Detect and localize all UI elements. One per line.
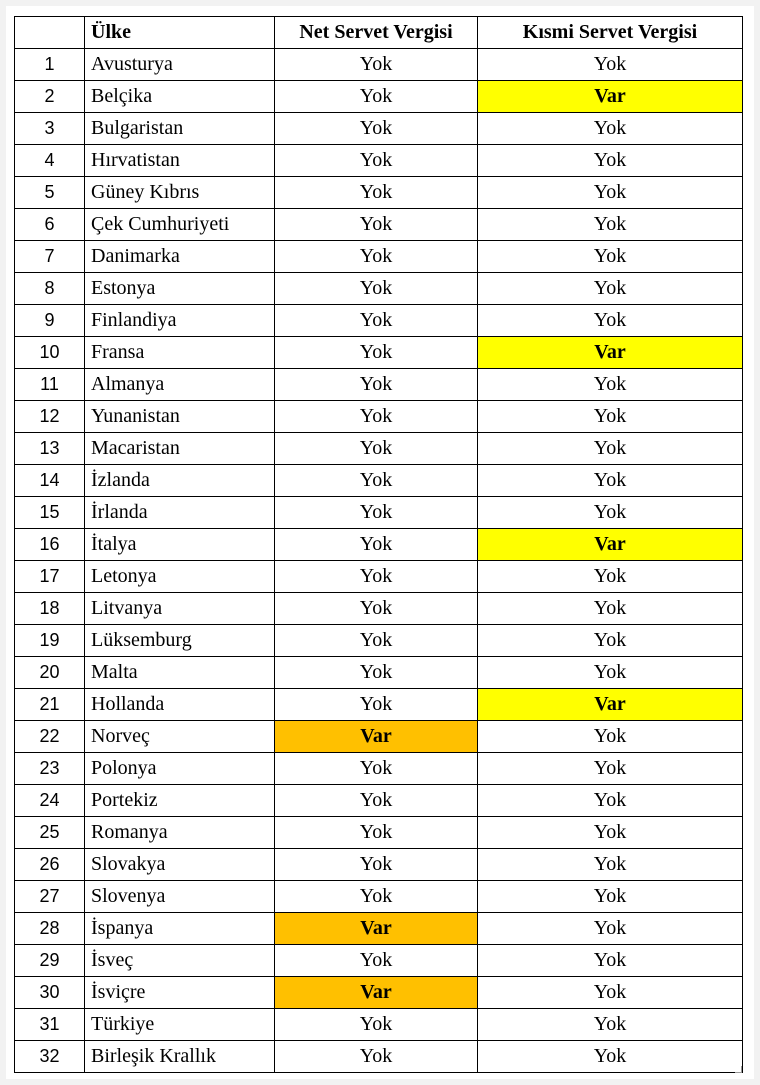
row-net-wealth-tax: Yok — [275, 177, 478, 209]
table-row — [15, 721, 743, 753]
document-page — [6, 6, 754, 1079]
row-partial-wealth-tax: Yok — [478, 305, 743, 337]
row-country: Letonya — [85, 561, 275, 593]
row-net-wealth-tax: Yok — [275, 145, 478, 177]
table-row — [15, 433, 743, 465]
row-index: 1 — [15, 49, 85, 81]
table-row — [15, 81, 743, 113]
table-row — [15, 273, 743, 305]
row-partial-wealth-tax: Yok — [478, 881, 743, 913]
row-net-wealth-tax: Yok — [275, 689, 478, 721]
row-partial-wealth-tax: Yok — [478, 209, 743, 241]
row-net-wealth-tax: Yok — [275, 561, 478, 593]
table-row — [15, 1041, 743, 1073]
row-partial-wealth-tax: Yok — [478, 849, 743, 881]
row-net-wealth-tax: Var — [275, 913, 478, 945]
row-partial-wealth-tax: Var — [478, 529, 743, 561]
header-country: Ülke — [85, 17, 275, 49]
row-partial-wealth-tax: Yok — [478, 945, 743, 977]
row-net-wealth-tax: Yok — [275, 849, 478, 881]
row-country: Güney Kıbrıs — [85, 177, 275, 209]
row-net-wealth-tax: Yok — [275, 1041, 478, 1073]
row-partial-wealth-tax: Yok — [478, 625, 743, 657]
row-country: Fransa — [85, 337, 275, 369]
table-row — [15, 49, 743, 81]
row-net-wealth-tax: Yok — [275, 753, 478, 785]
row-net-wealth-tax: Yok — [275, 785, 478, 817]
table-row — [15, 401, 743, 433]
row-net-wealth-tax: Yok — [275, 81, 478, 113]
row-country: Slovenya — [85, 881, 275, 913]
row-partial-wealth-tax: Var — [478, 81, 743, 113]
header-index — [15, 17, 85, 49]
row-net-wealth-tax: Yok — [275, 881, 478, 913]
row-index: 26 — [15, 849, 85, 881]
row-net-wealth-tax: Yok — [275, 625, 478, 657]
row-partial-wealth-tax: Yok — [478, 49, 743, 81]
row-country: İrlanda — [85, 497, 275, 529]
table-row — [15, 497, 743, 529]
row-partial-wealth-tax: Yok — [478, 657, 743, 689]
row-country: Avusturya — [85, 49, 275, 81]
row-index: 12 — [15, 401, 85, 433]
row-index: 3 — [15, 113, 85, 145]
row-partial-wealth-tax: Yok — [478, 817, 743, 849]
row-country: Lüksemburg — [85, 625, 275, 657]
row-index: 17 — [15, 561, 85, 593]
table-row — [15, 113, 743, 145]
table-row — [15, 945, 743, 977]
row-index: 14 — [15, 465, 85, 497]
table-row — [15, 337, 743, 369]
row-country: İtalya — [85, 529, 275, 561]
row-country: Yunanistan — [85, 401, 275, 433]
row-country: İsviçre — [85, 977, 275, 1009]
row-partial-wealth-tax: Yok — [478, 753, 743, 785]
row-net-wealth-tax: Yok — [275, 433, 478, 465]
row-index: 10 — [15, 337, 85, 369]
row-country: Polonya — [85, 753, 275, 785]
row-net-wealth-tax: Yok — [275, 273, 478, 305]
row-net-wealth-tax: Yok — [275, 593, 478, 625]
row-index: 7 — [15, 241, 85, 273]
row-partial-wealth-tax: Yok — [478, 1041, 743, 1073]
row-partial-wealth-tax: Var — [478, 689, 743, 721]
row-partial-wealth-tax: Yok — [478, 401, 743, 433]
row-country: Almanya — [85, 369, 275, 401]
row-net-wealth-tax: Yok — [275, 113, 478, 145]
row-partial-wealth-tax: Yok — [478, 113, 743, 145]
row-partial-wealth-tax: Yok — [478, 593, 743, 625]
row-index: 21 — [15, 689, 85, 721]
row-index: 16 — [15, 529, 85, 561]
table-row — [15, 529, 743, 561]
row-partial-wealth-tax: Yok — [478, 1009, 743, 1041]
table-row — [15, 1009, 743, 1041]
table-row — [15, 561, 743, 593]
table-row — [15, 145, 743, 177]
row-net-wealth-tax: Yok — [275, 497, 478, 529]
table-row — [15, 977, 743, 1009]
table-row — [15, 753, 743, 785]
table-row — [15, 593, 743, 625]
table-row — [15, 625, 743, 657]
row-country: Estonya — [85, 273, 275, 305]
row-index: 32 — [15, 1041, 85, 1073]
row-country: Macaristan — [85, 433, 275, 465]
row-index: 6 — [15, 209, 85, 241]
row-net-wealth-tax: Yok — [275, 657, 478, 689]
row-partial-wealth-tax: Yok — [478, 913, 743, 945]
table-row — [15, 369, 743, 401]
row-index: 29 — [15, 945, 85, 977]
row-country: İspanya — [85, 913, 275, 945]
row-index: 24 — [15, 785, 85, 817]
row-partial-wealth-tax: Yok — [478, 273, 743, 305]
row-index: 11 — [15, 369, 85, 401]
header-net-wealth-tax: Net Servet Vergisi — [275, 17, 478, 49]
row-index: 22 — [15, 721, 85, 753]
row-partial-wealth-tax: Yok — [478, 145, 743, 177]
row-index: 23 — [15, 753, 85, 785]
row-net-wealth-tax: Yok — [275, 817, 478, 849]
row-country: Çek Cumhuriyeti — [85, 209, 275, 241]
row-index: 19 — [15, 625, 85, 657]
row-net-wealth-tax: Yok — [275, 529, 478, 561]
table-row — [15, 817, 743, 849]
row-net-wealth-tax: Yok — [275, 209, 478, 241]
header-partial-wealth-tax: Kısmi Servet Vergisi — [478, 17, 743, 49]
row-index: 27 — [15, 881, 85, 913]
row-country: Danimarka — [85, 241, 275, 273]
row-country: Hırvatistan — [85, 145, 275, 177]
row-net-wealth-tax: Yok — [275, 337, 478, 369]
row-country: Türkiye — [85, 1009, 275, 1041]
row-index: 20 — [15, 657, 85, 689]
row-country: Belçika — [85, 81, 275, 113]
row-index: 9 — [15, 305, 85, 337]
table-header-row — [15, 17, 743, 49]
table-row — [15, 465, 743, 497]
row-net-wealth-tax: Var — [275, 977, 478, 1009]
row-index: 13 — [15, 433, 85, 465]
row-partial-wealth-tax: Yok — [478, 177, 743, 209]
row-partial-wealth-tax: Yok — [478, 241, 743, 273]
row-net-wealth-tax: Yok — [275, 945, 478, 977]
row-index: 2 — [15, 81, 85, 113]
table-row — [15, 305, 743, 337]
row-partial-wealth-tax: Yok — [478, 785, 743, 817]
row-country: Slovakya — [85, 849, 275, 881]
row-index: 31 — [15, 1009, 85, 1041]
row-country: Norveç — [85, 721, 275, 753]
table-row — [15, 241, 743, 273]
row-country: Finlandiya — [85, 305, 275, 337]
row-partial-wealth-tax: Yok — [478, 369, 743, 401]
table-row — [15, 209, 743, 241]
row-country: Portekiz — [85, 785, 275, 817]
row-index: 30 — [15, 977, 85, 1009]
row-net-wealth-tax: Yok — [275, 369, 478, 401]
table-row — [15, 657, 743, 689]
row-partial-wealth-tax: Yok — [478, 721, 743, 753]
table-row — [15, 913, 743, 945]
table-row — [15, 689, 743, 721]
table-row — [15, 881, 743, 913]
row-country: Hollanda — [85, 689, 275, 721]
row-country: Litvanya — [85, 593, 275, 625]
row-net-wealth-tax: Yok — [275, 241, 478, 273]
row-net-wealth-tax: Yok — [275, 401, 478, 433]
row-index: 25 — [15, 817, 85, 849]
wealth-tax-table — [14, 16, 743, 1073]
row-country: Birleşik Krallık — [85, 1041, 275, 1073]
row-country: Romanya — [85, 817, 275, 849]
row-country: İzlanda — [85, 465, 275, 497]
row-country: Bulgaristan — [85, 113, 275, 145]
table-row — [15, 177, 743, 209]
row-country: İsveç — [85, 945, 275, 977]
row-index: 5 — [15, 177, 85, 209]
table-row — [15, 849, 743, 881]
row-index: 8 — [15, 273, 85, 305]
row-net-wealth-tax: Yok — [275, 1009, 478, 1041]
row-net-wealth-tax: Yok — [275, 465, 478, 497]
page-corner-mark — [735, 1066, 742, 1073]
row-partial-wealth-tax: Var — [478, 337, 743, 369]
row-index: 15 — [15, 497, 85, 529]
row-net-wealth-tax: Yok — [275, 49, 478, 81]
row-index: 28 — [15, 913, 85, 945]
row-partial-wealth-tax: Yok — [478, 497, 743, 529]
row-net-wealth-tax: Yok — [275, 305, 478, 337]
row-partial-wealth-tax: Yok — [478, 977, 743, 1009]
table-row — [15, 785, 743, 817]
row-partial-wealth-tax: Yok — [478, 433, 743, 465]
row-partial-wealth-tax: Yok — [478, 561, 743, 593]
row-net-wealth-tax: Var — [275, 721, 478, 753]
row-country: Malta — [85, 657, 275, 689]
row-partial-wealth-tax: Yok — [478, 465, 743, 497]
row-index: 4 — [15, 145, 85, 177]
row-index: 18 — [15, 593, 85, 625]
